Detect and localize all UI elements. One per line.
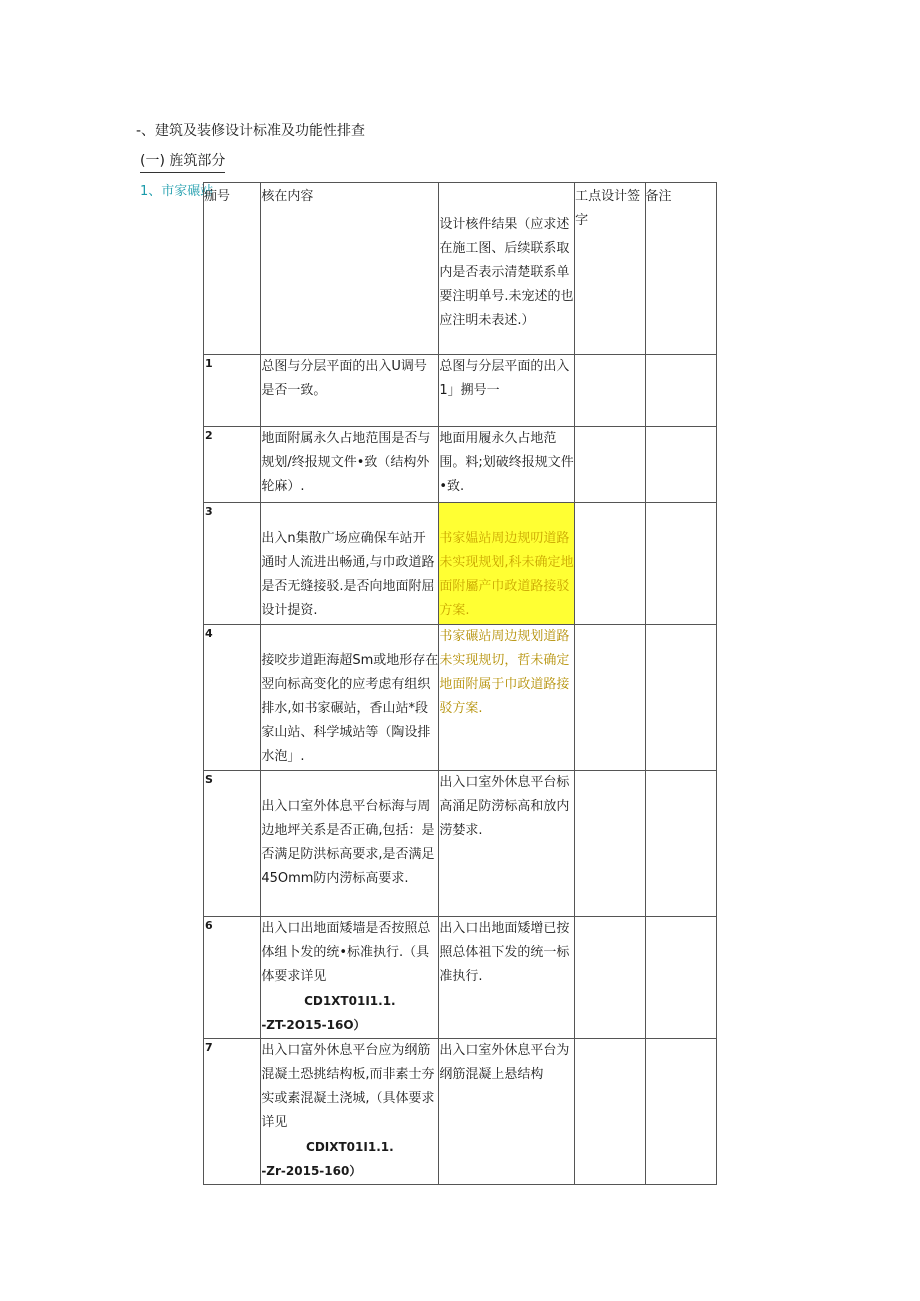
- header-sign: 工点设计签字: [575, 183, 645, 355]
- row-sign: [575, 917, 645, 1039]
- row-note: [645, 427, 716, 503]
- row-content-text: 出入口富外休息平台应为纲筋混凝土恐挑结构板,而非素士夯实或素混凝土浇城,（具体要求详见: [261, 1043, 435, 1130]
- row-result: 地面用履永久占地范围。料;划破终报规文件•致.: [439, 427, 575, 503]
- row-content: 地面附属永久占地范围是否与规划/终报规文件•致（结构外轮麻）.: [261, 427, 439, 503]
- row-num: 7: [204, 1039, 261, 1185]
- row-note: [645, 1039, 716, 1185]
- row-num: 2: [204, 427, 261, 503]
- table-row: [204, 355, 717, 427]
- row-result: 出入口出地面矮增已按照总体祖下发的统一标准执行.: [439, 917, 575, 1039]
- header-content: 核在内容: [261, 183, 439, 355]
- row-note: [645, 503, 716, 625]
- row-content: 出入口室外体息平台标海与周边地坪关系是否正确,包括：是否满足防洪标高要求,是否满足45Omm防内涝标高要求.: [261, 771, 439, 917]
- spec-code-1: CD1XT01I1.1.: [304, 994, 396, 1008]
- row-num: S: [204, 771, 261, 917]
- spec-code-2: -ZT-2O15-16O）: [261, 1018, 366, 1032]
- row-num: 3: [204, 503, 261, 625]
- spec-code-1: CDIXT01I1.1.: [306, 1140, 394, 1154]
- row-sign: [575, 625, 645, 771]
- row-result: 总图与分层平面的出入1」搠号一: [439, 355, 575, 427]
- row-result: 出入口室外休息平台标高涌足防涝标高和放内涝婪求.: [439, 771, 575, 917]
- row-content: [261, 1039, 439, 1185]
- header-result: 设计核件结果（应求述在施工图、后续联系取内是否表示清楚联系单要注明单号.未宠述的也应注明未表述.）: [439, 183, 575, 355]
- table-row: [204, 427, 717, 503]
- row-note: [645, 355, 716, 427]
- table-header-row: [204, 183, 717, 355]
- row-sign: [575, 771, 645, 917]
- row-result-highlighted: 书家媪站周边规叨道路未实现规划,科未确定地面附屬产巾政道路接驳方案.: [439, 503, 575, 625]
- row-result-warning: 书家碾站周边规划道路未实现规切，哲未确定地面附属于巾政道路接驳方案.: [439, 625, 575, 771]
- row-num: 1: [204, 355, 261, 427]
- table-row: [204, 1039, 717, 1185]
- row-content: 出入n集散广场应确保车站开通时人流进出畅通,与巾政道路是否无缝接驳.是否向地面附屈设计提资.: [261, 503, 439, 625]
- row-content: [261, 917, 439, 1039]
- review-table: [203, 182, 717, 1185]
- row-num: 6: [204, 917, 261, 1039]
- table-row: [204, 917, 717, 1039]
- header-note: 备注: [645, 183, 716, 355]
- row-content: 接咬步道距海超Sm或地形存在翌向标高变化的应考虑有组织排水,如书家碾站，香山站*段家山站、科学城站等（陶设排水泡」.: [261, 625, 439, 771]
- item-heading: 1、市家碾站: [140, 184, 214, 199]
- table-row: [204, 625, 717, 771]
- section-heading: -、建筑及装修设计标准及功能性排查: [136, 123, 366, 139]
- row-note: [645, 771, 716, 917]
- row-num: 4: [204, 625, 261, 771]
- row-sign: [575, 427, 645, 503]
- table-row: [204, 503, 717, 625]
- header-num: 痂号: [204, 183, 261, 355]
- row-sign: [575, 355, 645, 427]
- row-note: [645, 625, 716, 771]
- row-content-text: 出入口出地面矮墙是否按照总体组卜发的统•标准执行.（具体要求详见: [261, 921, 431, 984]
- subsection-heading: (一) 旌筑部分: [140, 150, 225, 173]
- table-row: [204, 771, 717, 917]
- row-sign: [575, 1039, 645, 1185]
- row-result: 出入口室外休息平台为纲筋混凝上悬结构: [439, 1039, 575, 1185]
- row-note: [645, 917, 716, 1039]
- row-sign: [575, 503, 645, 625]
- row-content: 总图与分层平面的出入U调号是否一致。: [261, 355, 439, 427]
- spec-code-2: -Zr-2015-160）: [261, 1164, 362, 1178]
